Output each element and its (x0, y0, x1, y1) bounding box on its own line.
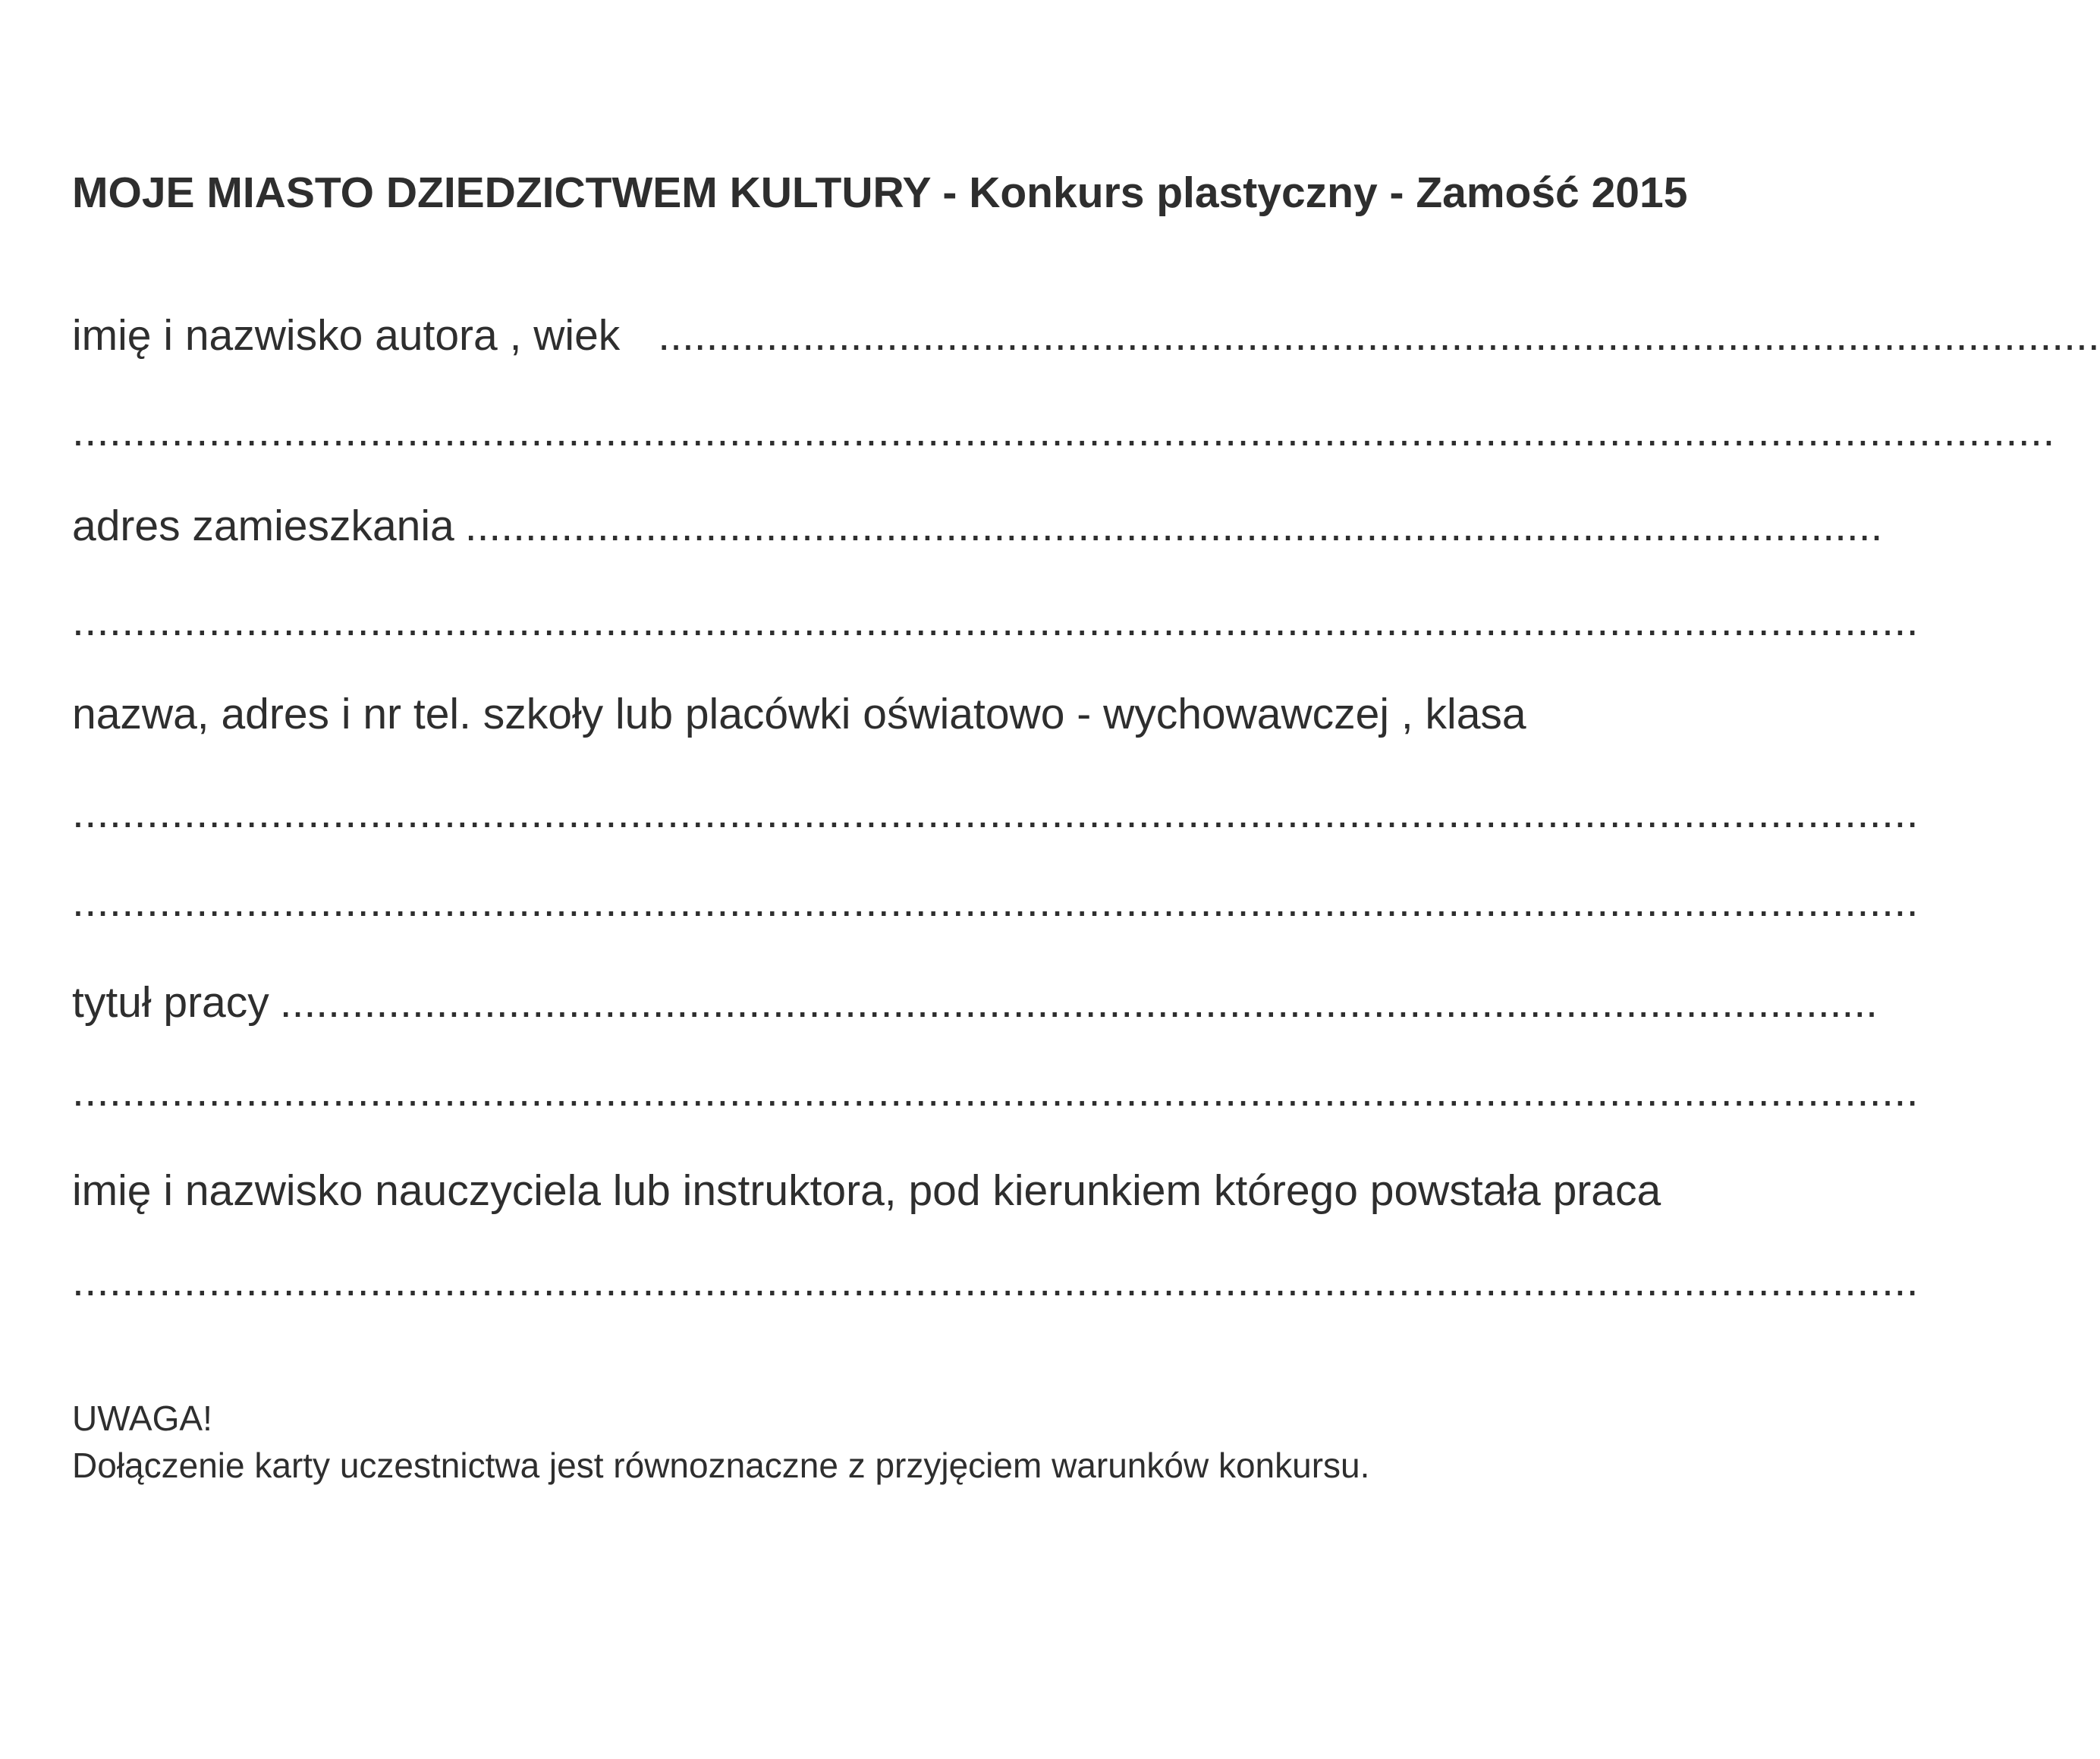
school-details-input-line-2[interactable]: ..................................................................................................................................................... (72, 877, 1919, 926)
work-title-row (72, 978, 1878, 1027)
author-name-age-input-line[interactable]: ........................................................................................................................ (658, 311, 2100, 360)
home-address-input-line-2[interactable]: ..................................................................................................................................................... (72, 596, 1919, 645)
note-text: Dołączenie karty uczestnictwa jest równoznaczne z przyjęciem warunków konkursu. (72, 1446, 1370, 1485)
home-address-input-line[interactable]: ...................................................................................................................... (464, 502, 1883, 550)
school-details-input-line-1[interactable]: ..................................................................................................................................................... (72, 788, 1919, 837)
author-name-age-label: imię i nazwisko autora , wiek (72, 311, 621, 360)
work-title-input-line-2[interactable]: ..................................................................................................................................................... (72, 1067, 1919, 1116)
teacher-name-label: imię i nazwisko nauczyciela lub instruktora, pod kierunkiem którego powstała praca (72, 1166, 1661, 1215)
home-address-row (72, 502, 1883, 550)
work-title-input-line[interactable]: ..................................................................................................................................... (279, 978, 1878, 1027)
home-address-label: adres zamieszkania (72, 502, 454, 550)
work-title-label: tytuł pracy (72, 978, 269, 1027)
author-name-age-row (72, 311, 2100, 360)
author-name-age-input-line-2[interactable]: ................................................................................................................................................................ (72, 407, 2055, 455)
teacher-name-input-line[interactable]: ..................................................................................................................................................... (72, 1257, 1919, 1305)
form-title: MOJE MIASTO DZIEDZICTWEM KULTURY - Konkurs plastyczny - Zamość 2015 (72, 168, 1688, 217)
school-details-label: nazwa, adres i nr tel. szkoły lub placówki oświatowo - wychowawczej , klasa (72, 690, 1526, 738)
note-heading: UWAGA! (72, 1399, 212, 1438)
